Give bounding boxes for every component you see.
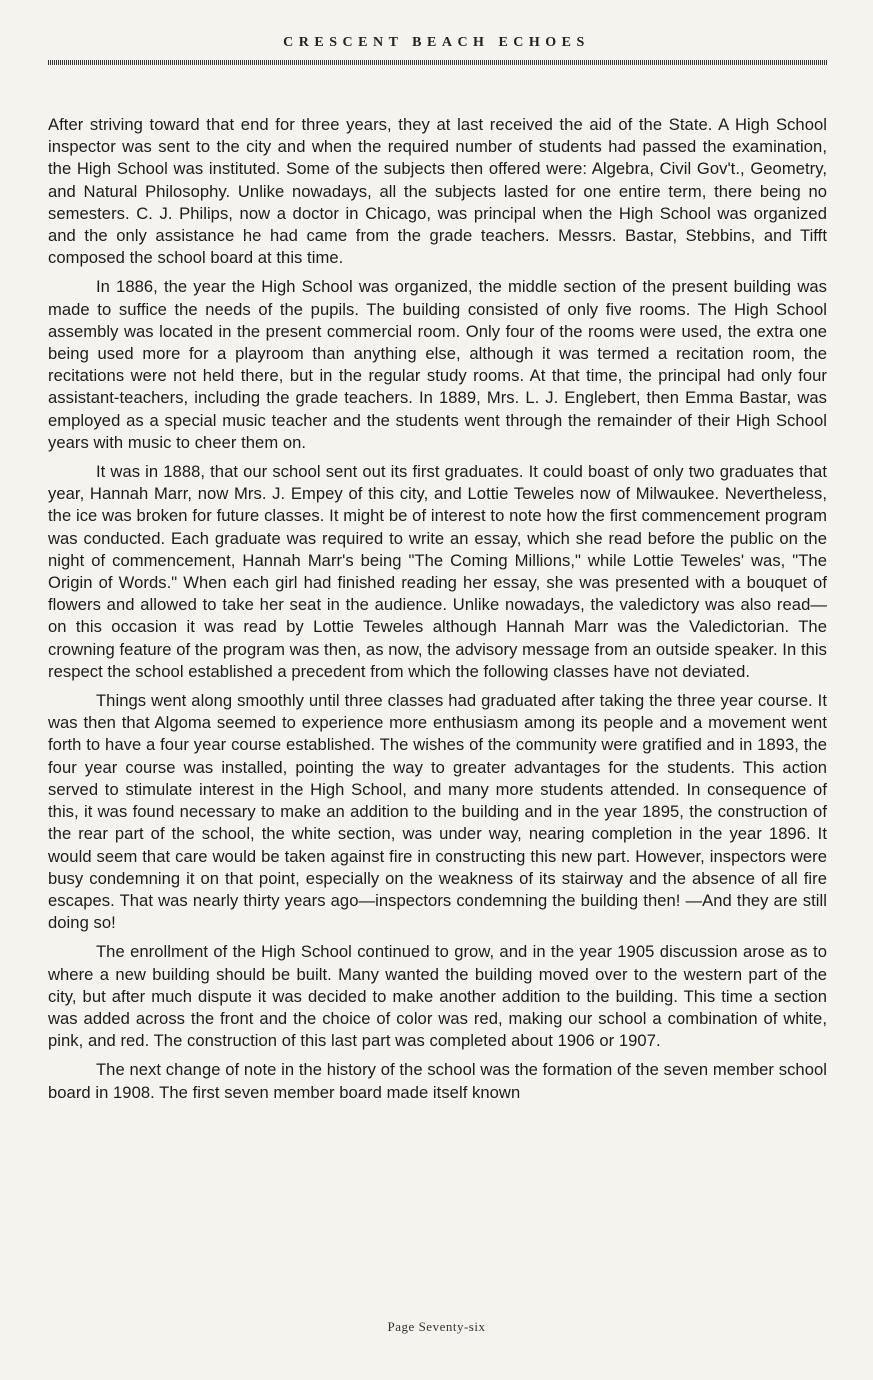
paragraph-4: Things went along smoothly until three classes had graduated after taking the three year course. It was then that Algoma seemed to experience more enthusiasm among its people and a movement went forth to have a four year course established. The wishes of the community were gratified and in 1893, the four year course was installed, pointing the way to greater advantages for the students. This action served to stimulate interest in the High School, and many more students attended. In consequence of this, it was found necessary to make an addition to the building and in the year 1895, the construction of the rear part of the school, the white section, was under way, nearing completion in the year 1896. It would seem that care would be taken against fire in constructing this new part. However, inspectors were busy condemning it on that point, especially on the weakness of its stairway and the absence of all fire escapes. That was nearly thirty years ago—inspectors condemning the building then! —And they are still doing so!	[48, 691, 827, 933]
paragraph-3: It was in 1888, that our school sent out its first graduates. It could boast of only two graduates that year, Hannah Marr, now Mrs. J. Empey of this city, and Lottie Teweles now of Milwaukee. Nevertheless, the ice was broken for future classes. It might be of interest to note how the first commencement program was conducted. Each graduate was required to write an essay, which she read before the public on the night of commencement, Hannah Marr's being "The Coming Millions," while Lottie Teweles' was, "The Origin of Words." When each girl had finished reading her essay, she was presented with a bouquet of flowers and allowed to take her seat in the audience. Unlike nowadays, the valedictory was also read—on this occasion it was read by Lottie Teweles although Hannah Marr was the Valedictorian. The crowning feature of the program was then, as now, the advisory message from an outside speaker. In this respect the school established a precedent from which the following classes have not deviated.	[48, 462, 827, 681]
paragraph-1: After striving toward that end for three years, they at last received the aid of the State. A High School inspector was sent to the city and when the required number of students had passed the examination, the High School was instituted. Some of the subjects then offered were: Algebra, Civil Gov't., Geometry, and Natural Philosophy. Unlike nowadays, all the subjects lasted for one entire term, there being no semesters. C. J. Philips, now a doctor in Chicago, was principal when the High School was organized and the only assistance he had came from the grade teachers. Messrs. Bastar, Stebbins, and Tifft composed the school board at this time.	[48, 115, 827, 268]
header-rule	[48, 60, 827, 65]
page-number: Page Seventy-six	[387, 1319, 486, 1334]
paragraph-6: The next change of note in the history of the school was the formation of the seven member school board in 1908. The first seven member board made itself known	[48, 1060, 827, 1102]
running-header-title: CRESCENT BEACH ECHOES	[283, 35, 590, 50]
article-body	[48, 114, 827, 1104]
paragraph-2: In 1886, the year the High School was organized, the middle section of the present building was made to suffice the needs of the pupils. The building consisted of only five rooms. The High School assembly was located in the present commercial room. Only four of the rooms were used, the extra one being used more for a playroom than anything else, although it was termed a recitation room, the recitations were not held there, but in the regular study rooms. At that time, the principal had only four assistant-teachers, including the grade teachers. In 1889, Mrs. L. J. Englebert, then Emma Bastar, was employed as a special music teacher and the students went through the remainder of their High School years with music to cheer them on.	[48, 277, 827, 452]
paragraph-5: The enrollment of the High School continued to grow, and in the year 1905 discussion arose as to where a new building should be built. Many wanted the building moved over to the western part of the city, but after much dispute it was decided to make another addition to the building. This time a section was added across the front and the choice of color was red, making our school a combination of white, pink, and red. The construction of this last part was completed about 1906 or 1907.	[48, 942, 827, 1051]
